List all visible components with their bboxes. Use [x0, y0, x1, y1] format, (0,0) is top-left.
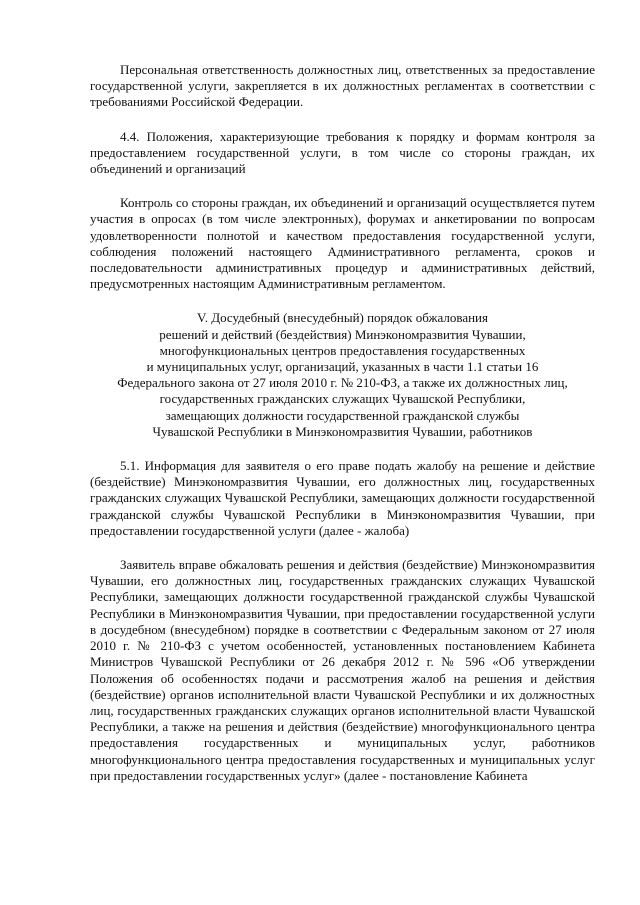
section-heading-line: и муниципальных услуг, организаций, указанных в части 1.1 статьи 16: [146, 359, 539, 375]
section-heading-line: государственных гражданских служащих Чувашской Республики,: [159, 391, 526, 407]
section-heading-line: решений и действий (бездействия) Минэкономразвития Чувашии,: [159, 326, 526, 342]
paragraph-5-1-heading: 5.1. Информация для заявителя о его праве подать жалобу на решение и действие (бездействие) Минэкономразвития Чувашии, его должностных лиц, государственных гражданских служащих Чувашской Республики, замещающих должности государственной гражданской службы Чувашской Республики в Минэкономразвития Чувашии, при предоставлении государственной услуги (далее - жалоба): [90, 458, 595, 538]
paragraph-responsibility: Персональная ответственность должностных лиц, ответственных за предоставление государственной услуги, закрепляется в их должностных регламентах в соответствии с требованиями Российской Федерации.: [90, 62, 595, 110]
paragraph-4-4-heading: 4.4. Положения, характеризующие требования к порядку и формам контроля за предоставлением государственной услуги, в том числе со стороны граждан, их объединений и организаций: [90, 128, 595, 177]
section-heading-line: многофункциональных центров предоставления государственных: [159, 342, 526, 358]
paragraph-citizen-control: Контроль со стороны граждан, их объединений и организаций осуществляется путем участия в опросах (в том числе электронных), форумах и анкетировании по вопросам удовлетворенности полнотой и качеством предоставления государственной услуги, соблюдения положений настоящего Административного регламента, сроков и последовательности административных процедур и административных действий, предусмотренных настоящим Административным регламентом.: [90, 195, 595, 292]
section-heading-line: Федерального закона от 27 июля 2010 г. № 210-ФЗ, а также их должностных лиц,: [117, 375, 568, 391]
section-v-heading: [90, 310, 595, 440]
section-heading-line: замещающих должности государственной гражданской службы: [165, 407, 520, 423]
section-heading-line: V. Досудебный (внесудебный) порядок обжалования: [197, 310, 488, 326]
paragraph-appeal-right: Заявитель вправе обжаловать решения и действия (бездействие) Минэкономразвития Чувашии, его должностных лиц, государственных гражданских служащих Чувашской Республики, замещающих должности государственной гражданской службы Чувашской Республики в Минэкономразвития Чувашии, при предоставлении государственной услуги в досудебном (внесудебном) порядке в соответствии с Федеральным законом от 27 июля 2010 г. № 210-ФЗ с учетом особенностей, установленных постановлением Кабинета Министров Чувашской Республики от 26 декабря 2012 г. № 596 «Об утверждении Положения об особенностях подачи и рассмотрения жалоб на решения и действия (бездействие) органов исполнительной власти Чувашской Республики и их должностных лиц, государственных гражданских служащих органов исполнительной власти Чувашской Республики, а также на решения и действия (бездействие) многофункционального центра предоставления государственных и муниципальных услуг, работников многофункционального центра предоставления государственных и муниципальных услуг при предоставлении государственных услуг» (далее - постановление Кабинета: [90, 557, 595, 783]
section-heading-line: Чувашской Республики в Минэкономразвития Чувашии, работников: [152, 423, 533, 439]
document-page: [90, 62, 595, 784]
